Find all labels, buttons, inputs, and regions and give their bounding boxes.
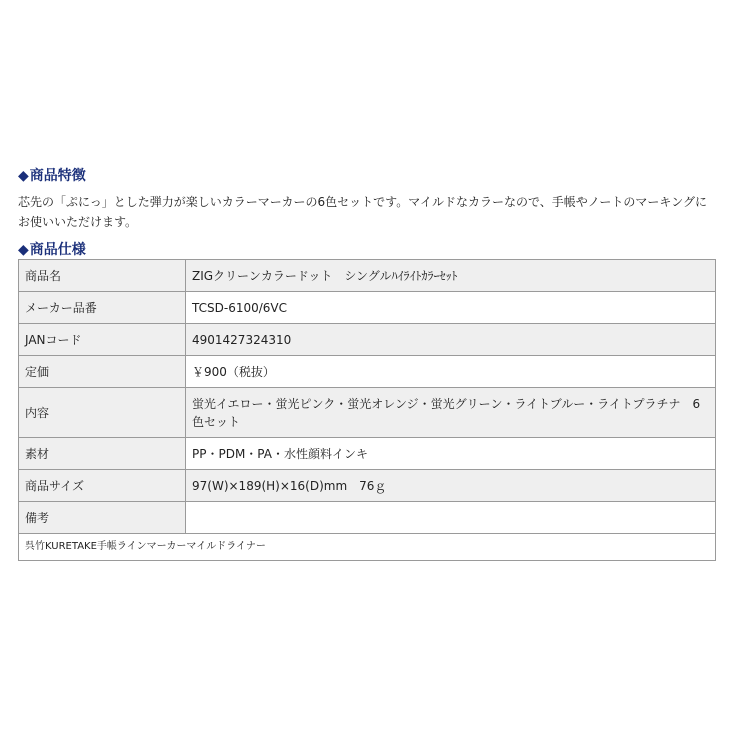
spec-footer-row xyxy=(19,534,716,561)
spec-value: 97(W)×189(H)×16(D)mm 76ｇ xyxy=(186,470,716,502)
spec-label: 備考 xyxy=(19,502,186,534)
spec-label: JANコード xyxy=(19,324,186,356)
diamond-icon: ◆ xyxy=(18,168,29,184)
spec-row-contents xyxy=(19,388,716,438)
diamond-icon: ◆ xyxy=(18,242,29,258)
spec-label: メーカー品番 xyxy=(19,292,186,324)
spec-value: PP・PDM・PA・水性顔料インキ xyxy=(186,438,716,470)
spec-row-notes xyxy=(19,502,716,534)
spec-row-material xyxy=(19,438,716,470)
spec-table xyxy=(18,259,716,561)
spec-label: 定価 xyxy=(19,356,186,388)
spec-value: ￥900（税抜） xyxy=(186,356,716,388)
spec-row-maker-code xyxy=(19,292,716,324)
specs-heading xyxy=(18,239,86,259)
spec-footer-text: 呉竹KURETAKE手帳ラインマーカーマイルドライナー xyxy=(19,534,716,561)
features-heading xyxy=(18,165,86,185)
spec-value: ZIGクリーンカラードット シングルﾊｲﾗｲﾄｶﾗｰｾｯﾄ xyxy=(186,260,716,292)
spec-value: TCSD-6100/6VC xyxy=(186,292,716,324)
spec-label: 商品サイズ xyxy=(19,470,186,502)
spec-value: 4901427324310 xyxy=(186,324,716,356)
features-heading-text: 商品特徴 xyxy=(29,168,86,184)
spec-row-size xyxy=(19,470,716,502)
spec-value: 蛍光イエロー・蛍光ピンク・蛍光オレンジ・蛍光グリーン・ライトブルー・ライトプラチナ 6色セット xyxy=(186,388,716,438)
spec-label: 素材 xyxy=(19,438,186,470)
spec-row-jan xyxy=(19,324,716,356)
spec-row-price xyxy=(19,356,716,388)
spec-row-product-name xyxy=(19,260,716,292)
spec-value xyxy=(186,502,716,534)
features-description: 芯先の「ぷにっ」とした弾力が楽しいカラーマーカーの6色セットです。マイルドなカラーなので、手帳やノートのマーキングにお使いいただけます。 xyxy=(18,195,707,229)
spec-label: 内容 xyxy=(19,388,186,438)
specs-heading-text: 商品仕様 xyxy=(29,242,86,258)
spec-label: 商品名 xyxy=(19,260,186,292)
